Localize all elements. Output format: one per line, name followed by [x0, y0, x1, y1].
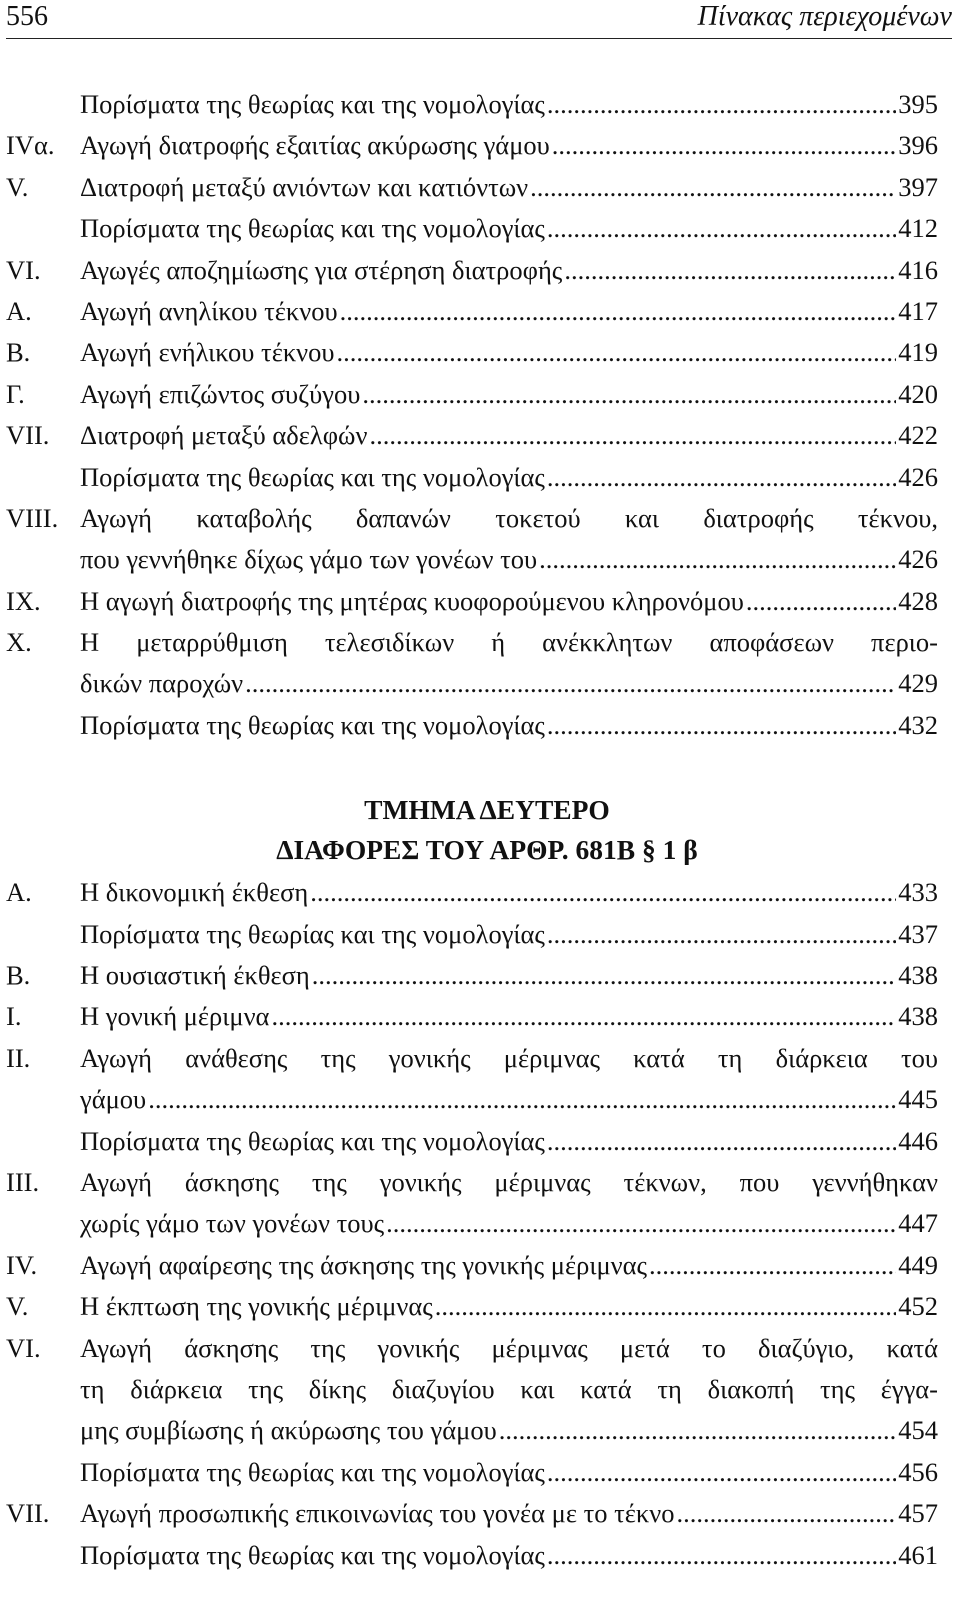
dot-leader	[547, 84, 896, 125]
toc-entry-page-number: 426	[898, 544, 938, 575]
toc-entry-text: που γεννήθηκε δίχως γάμο των γονέων του	[80, 544, 538, 575]
toc-entry-line	[6, 1079, 938, 1120]
toc-entry-page-number: 432	[898, 709, 938, 740]
dot-leader	[499, 1410, 897, 1451]
toc-entry-page-number: 428	[898, 585, 938, 616]
toc-entry-line	[6, 291, 938, 332]
toc-entry-text: Η δικονομική έκθεση	[80, 877, 309, 908]
toc-entry-page-number: 452	[898, 1291, 938, 1322]
toc-entry-text: Πορίσματα της θεωρίας και της νομολογίας	[80, 1125, 545, 1156]
toc-entry-text: Αγωγή διατροφής εξαιτίας ακύρωσης γάμου	[80, 130, 550, 161]
toc-entry-text: Πορίσματα της θεωρίας και της νομολογίας	[80, 1539, 545, 1570]
toc-entry-page-number: 438	[898, 1001, 938, 1032]
toc-entry-page-number: 449	[898, 1249, 938, 1280]
toc-entry-line	[6, 1493, 938, 1534]
toc-entry-page-number: 438	[898, 960, 938, 991]
dot-leader	[362, 374, 896, 415]
toc-entry-label: Α.	[6, 295, 32, 326]
toc-entry-page-number: 416	[898, 254, 938, 285]
toc-entry-line	[6, 663, 938, 704]
toc-entry-text: Πορίσματα της θεωρίας και της νομολογίας	[80, 918, 545, 949]
toc-entry-line	[6, 581, 938, 622]
toc-entry-page-number: 417	[898, 295, 938, 326]
toc-entry-line	[6, 914, 938, 955]
toc-entry-text: Η μεταρρύθμιση τελεσιδίκων ή ανέκκλητων αποφάσεων περιο-	[80, 627, 938, 658]
toc-entry-line	[6, 1121, 938, 1162]
toc-entry-label: Β.	[6, 960, 31, 991]
toc-entry-text: Πορίσματα της θεωρίας και της νομολογίας	[80, 89, 545, 119]
toc-entry-line	[6, 705, 938, 746]
toc-entry-page-number: 454	[898, 1415, 938, 1446]
toc-entry-text: Αγωγή επιζώντος συζύγου	[80, 378, 361, 409]
dot-leader	[547, 705, 896, 746]
toc-entry-label: V.	[6, 1291, 29, 1322]
toc-entry-label: Α.	[6, 877, 32, 908]
toc-entry-label: IX.	[6, 585, 41, 616]
toc-entry-page-number: 445	[898, 1084, 938, 1115]
toc-entry-page-number: 426	[898, 461, 938, 492]
toc-entry-label: Γ.	[6, 378, 25, 409]
toc-entry-text: Πορίσματα της θεωρίας και της νομολογίας	[80, 461, 545, 492]
toc-entry-label: VII.	[6, 420, 50, 451]
toc-entry-page-number: 395	[898, 89, 938, 119]
toc-entry-line	[6, 1369, 938, 1410]
toc-entry-text: δικών παροχών	[80, 668, 244, 699]
toc-entry-text: Αγωγή άσκησης της γονικής μέριμνας μετά το διαζύγιο, κατά	[80, 1332, 938, 1363]
toc-entry-page-number: 456	[898, 1456, 938, 1487]
dot-leader	[547, 1452, 896, 1493]
toc-entry-line	[6, 415, 938, 456]
toc-entry-page-number: 457	[898, 1498, 938, 1529]
dot-leader	[746, 581, 896, 622]
toc-entry-text: Πορίσματα της θεωρίας και της νομολογίας	[80, 1456, 545, 1487]
toc-entry-text: Η έκπτωση της γονικής μέριμνας	[80, 1291, 433, 1322]
toc-entry-line	[6, 1452, 938, 1493]
toc-entry-line	[6, 332, 938, 373]
toc-entry-label: I.	[6, 1001, 22, 1032]
page-number: 556	[6, 1, 48, 32]
dot-leader	[564, 250, 896, 291]
dot-leader	[547, 208, 896, 249]
toc-entry-page-number: 422	[898, 420, 938, 451]
toc-entry-text: Αγωγή αφαίρεσης της άσκησης της γονικής μέριμνας	[80, 1249, 648, 1280]
section-spacer	[6, 746, 938, 790]
dot-leader	[547, 1535, 896, 1576]
toc-entry-text: Η ουσιαστική έκθεση	[80, 960, 310, 991]
dot-leader	[539, 539, 896, 580]
toc-entry-line	[6, 1410, 938, 1451]
toc-entry-label: III.	[6, 1166, 40, 1197]
dot-leader	[245, 663, 896, 704]
toc-entry-text: Αγωγή άσκησης της γονικής μέριμνας τέκνων, που γεννήθηκαν	[80, 1166, 938, 1197]
toc-entry-page-number: 437	[898, 918, 938, 949]
dot-leader	[369, 415, 896, 456]
toc-entry-text: Διατροφή μεταξύ ανιόντων και κατιόντων	[80, 171, 529, 202]
toc-entry-label: VII.	[6, 1498, 50, 1529]
toc-entry-line	[6, 250, 938, 291]
toc-entry-text: Η αγωγή διατροφής της μητέρας κυοφορούμενου κληρονόμου	[80, 585, 744, 616]
dot-leader	[676, 1493, 896, 1534]
toc-entry-text: Αγωγή καταβολής δαπανών τοκετού και διατροφής τέκνου,	[80, 502, 938, 533]
toc-entry-line	[6, 498, 938, 539]
toc-entry-line	[6, 1286, 938, 1327]
toc-entry-page-number: 447	[898, 1208, 938, 1239]
dot-leader	[312, 955, 896, 996]
toc-entry-line	[6, 457, 938, 498]
dot-leader	[547, 914, 896, 955]
toc-entry-line	[6, 622, 938, 663]
toc-entry-line	[6, 955, 938, 996]
toc-entry-line	[6, 374, 938, 415]
toc-entry-line	[6, 1162, 938, 1203]
toc-entry-text: Αγωγή ανηλίκου τέκνου	[80, 295, 338, 326]
toc-entry-label: X.	[6, 627, 32, 658]
toc-section-part1	[6, 84, 938, 746]
toc-section-part2	[6, 872, 938, 1576]
toc-entry-line	[6, 84, 938, 125]
section-heading-subtitle: ΔΙΑΦΟΡΕΣ ΤΟΥ ΑΡΘΡ. 681Β § 1 β	[276, 834, 698, 866]
dot-leader	[148, 1079, 896, 1120]
dot-leader	[435, 1286, 896, 1327]
toc-entry-text: χωρίς γάμο των γονέων τους	[80, 1208, 385, 1239]
running-header	[6, 0, 952, 39]
toc-entry-line	[6, 1245, 938, 1286]
toc-entry-line	[6, 1203, 938, 1244]
toc-entry-text: μης συμβίωσης ή ακύρωσης του γάμου	[80, 1415, 497, 1446]
toc-entry-label: VI.	[6, 254, 41, 285]
toc-entry-page-number: 419	[898, 337, 938, 368]
toc-entry-text: Αγωγή προσωπικής επικοινωνίας του γονέα με το τέκνο	[80, 1498, 675, 1529]
dot-leader	[340, 291, 897, 332]
toc-entry-text: γάμου	[80, 1084, 147, 1115]
dot-leader	[386, 1203, 896, 1244]
toc-entry-text: Πορίσματα της θεωρίας και της νομολογίας	[80, 709, 545, 740]
toc-entry-label: IV.	[6, 1249, 38, 1280]
running-title: Πίνακας περιεχομένων	[697, 1, 952, 32]
toc-entry-label: Β.	[6, 337, 31, 368]
toc-entry-text: Αγωγή ανάθεσης της γονικής μέριμνας κατά τη διάρκεια του	[80, 1042, 938, 1073]
toc-entry-label: IVα.	[6, 130, 55, 161]
dot-leader	[547, 457, 896, 498]
toc-entry-label: VI.	[6, 1332, 41, 1363]
toc-entry-text: Πορίσματα της θεωρίας και της νομολογίας	[80, 213, 545, 244]
toc-entry-line	[6, 539, 938, 580]
section-heading-part-title: ΤΜΗΜΑ ΔΕΥΤΕΡΟ	[364, 794, 610, 826]
toc-entry-line	[6, 872, 938, 913]
toc-entry-page-number: 429	[898, 668, 938, 699]
toc-entry-line	[6, 125, 938, 166]
dot-leader	[552, 125, 896, 166]
toc-entry-line	[6, 167, 938, 208]
toc-entry-line	[6, 1328, 938, 1369]
toc-entry-text: Διατροφή μεταξύ αδελφών	[80, 420, 368, 451]
toc-entry-page-number: 446	[898, 1125, 938, 1156]
dot-leader	[547, 1121, 896, 1162]
toc-entry-label: V.	[6, 171, 29, 202]
dot-leader	[271, 996, 896, 1037]
dot-leader	[530, 167, 896, 208]
toc-entry-page-number: 433	[898, 877, 938, 908]
dot-leader	[649, 1245, 896, 1286]
dot-leader	[337, 332, 897, 373]
toc-entry-line	[6, 1535, 938, 1576]
toc-entry-label: VIII.	[6, 502, 59, 533]
table-of-contents	[6, 84, 938, 1576]
toc-entry-page-number: 412	[898, 213, 938, 244]
toc-entry-line	[6, 996, 938, 1037]
dot-leader	[310, 872, 896, 913]
toc-entry-page-number: 420	[898, 378, 938, 409]
toc-entry-text: Αγωγές αποζημίωσης για στέρηση διατροφής	[80, 254, 563, 285]
toc-entry-line	[6, 1038, 938, 1079]
toc-entry-page-number: 396	[898, 130, 938, 161]
toc-entry-page-number: 397	[898, 171, 938, 202]
toc-entry-text: τη διάρκεια της δίκης διαζυγίου και κατά τη διακοπή της έγγα-	[80, 1373, 938, 1404]
toc-entry-label: II.	[6, 1042, 31, 1073]
toc-entry-line	[6, 208, 938, 249]
toc-entry-page-number: 461	[898, 1539, 938, 1570]
toc-entry-text: Αγωγή ενήλικου τέκνου	[80, 337, 335, 368]
toc-entry-text: Η γονική μέριμνα	[80, 1001, 270, 1032]
